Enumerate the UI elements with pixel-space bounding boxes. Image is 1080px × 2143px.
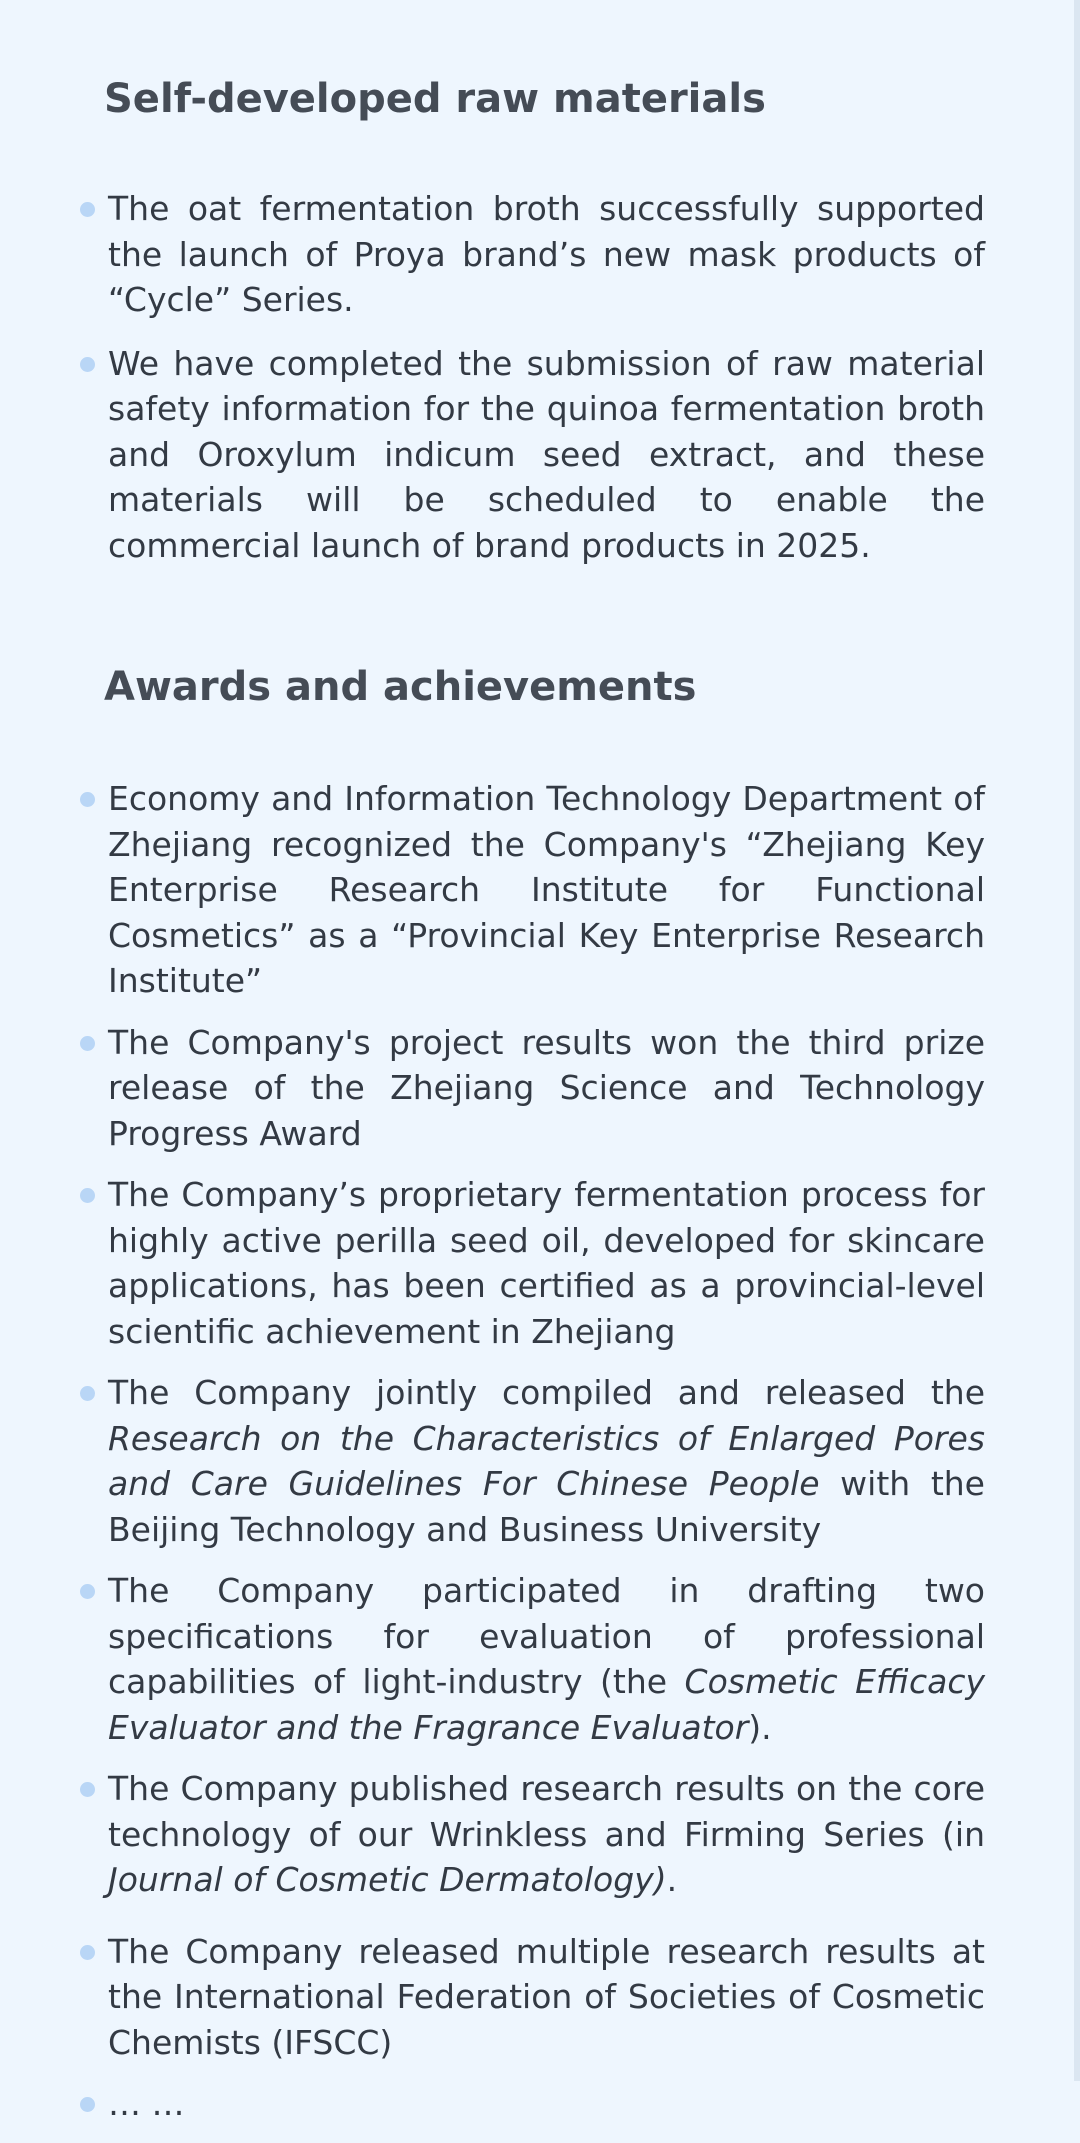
list-item-text-post: with the Beijing Technology and Business University bbox=[108, 1464, 985, 1549]
list-item-text-pre: The Company published research results on the core technology of our Wrinkless and Firming Series (in bbox=[108, 1769, 985, 1854]
list-item bbox=[80, 2081, 985, 2127]
list-item bbox=[80, 1020, 985, 1157]
list-item-text-pre: The Company participated in drafting two specifications for evaluation of professional capabilities of light-industry (the bbox=[108, 1571, 985, 1701]
bullet-icon bbox=[80, 1036, 95, 1051]
bullet-icon bbox=[80, 202, 95, 217]
bullet-icon bbox=[80, 1782, 95, 1797]
list-item-text: … … bbox=[108, 2084, 185, 2123]
list-item bbox=[80, 1568, 985, 1750]
list-item bbox=[80, 186, 985, 323]
bullet-icon bbox=[80, 1945, 95, 1960]
list-item-text: The Company's project results won the third prize release of the Zhejiang Science and Technology Progress Award bbox=[108, 1022, 985, 1153]
list-item-text-post: ). bbox=[748, 1707, 772, 1747]
list-item bbox=[80, 1929, 985, 2066]
list-item bbox=[80, 1370, 985, 1552]
list-item bbox=[80, 341, 985, 569]
list-item-text-post: . bbox=[666, 1860, 678, 1899]
list-item-text: The oat fermentation broth successfully supported the launch of Proya brand’s new mask products of “Cycle” Series. bbox=[108, 189, 985, 319]
bullet-icon bbox=[80, 2097, 95, 2112]
bullet-icon bbox=[80, 1188, 95, 1203]
list-item bbox=[80, 776, 985, 1004]
publication-title: Research on the Characteristics of Enlarged Pores and Care Guidelines For Chinese People bbox=[108, 1418, 985, 1503]
bullet-icon bbox=[80, 1584, 95, 1599]
bullet-icon bbox=[80, 792, 95, 807]
list-item-text-pre: The Company jointly compiled and released the bbox=[108, 1373, 985, 1412]
bullet-icon bbox=[80, 1386, 95, 1401]
section-title-awards: Awards and achievements bbox=[104, 664, 697, 710]
raw-materials-list bbox=[80, 186, 985, 568]
list-item-text: The Company released multiple research results at the International Federation of Societies of Cosmetic Chemists (IFSCC) bbox=[108, 1931, 985, 2062]
list-item-text: The Company’s proprietary fermentation process for highly active perilla seed oil, developed for skincare applications, has been certified as a provincial-level scientific achievement in Zhejiang bbox=[108, 1175, 985, 1351]
list-item bbox=[80, 1766, 985, 1903]
list-item bbox=[80, 1172, 985, 1354]
section-title-raw-materials: Self-developed raw materials bbox=[104, 76, 766, 122]
bullet-icon bbox=[80, 357, 95, 372]
journal-title: Journal of Cosmetic Dermatology) bbox=[108, 1860, 667, 1899]
raw-materials-section bbox=[80, 70, 985, 586]
specification-title: Cosmetic Efficacy Evaluator and the Fragrance Evaluator bbox=[108, 1662, 985, 1747]
awards-section bbox=[80, 658, 985, 2143]
list-item-text: Economy and Information Technology Department of Zhejiang recognized the Company's “Zhejiang Key Enterprise Research Institute for Functional Cosmetics” as a “Provincial Key Enterprise Research Institute” bbox=[108, 779, 985, 1000]
awards-list bbox=[80, 776, 985, 2127]
list-item-text: We have completed the submission of raw material safety information for the quinoa fermentation broth and Oroxylum indicum seed extract, and these materials will be scheduled to enable the commercial launch of brand products in 2025. bbox=[108, 343, 985, 565]
